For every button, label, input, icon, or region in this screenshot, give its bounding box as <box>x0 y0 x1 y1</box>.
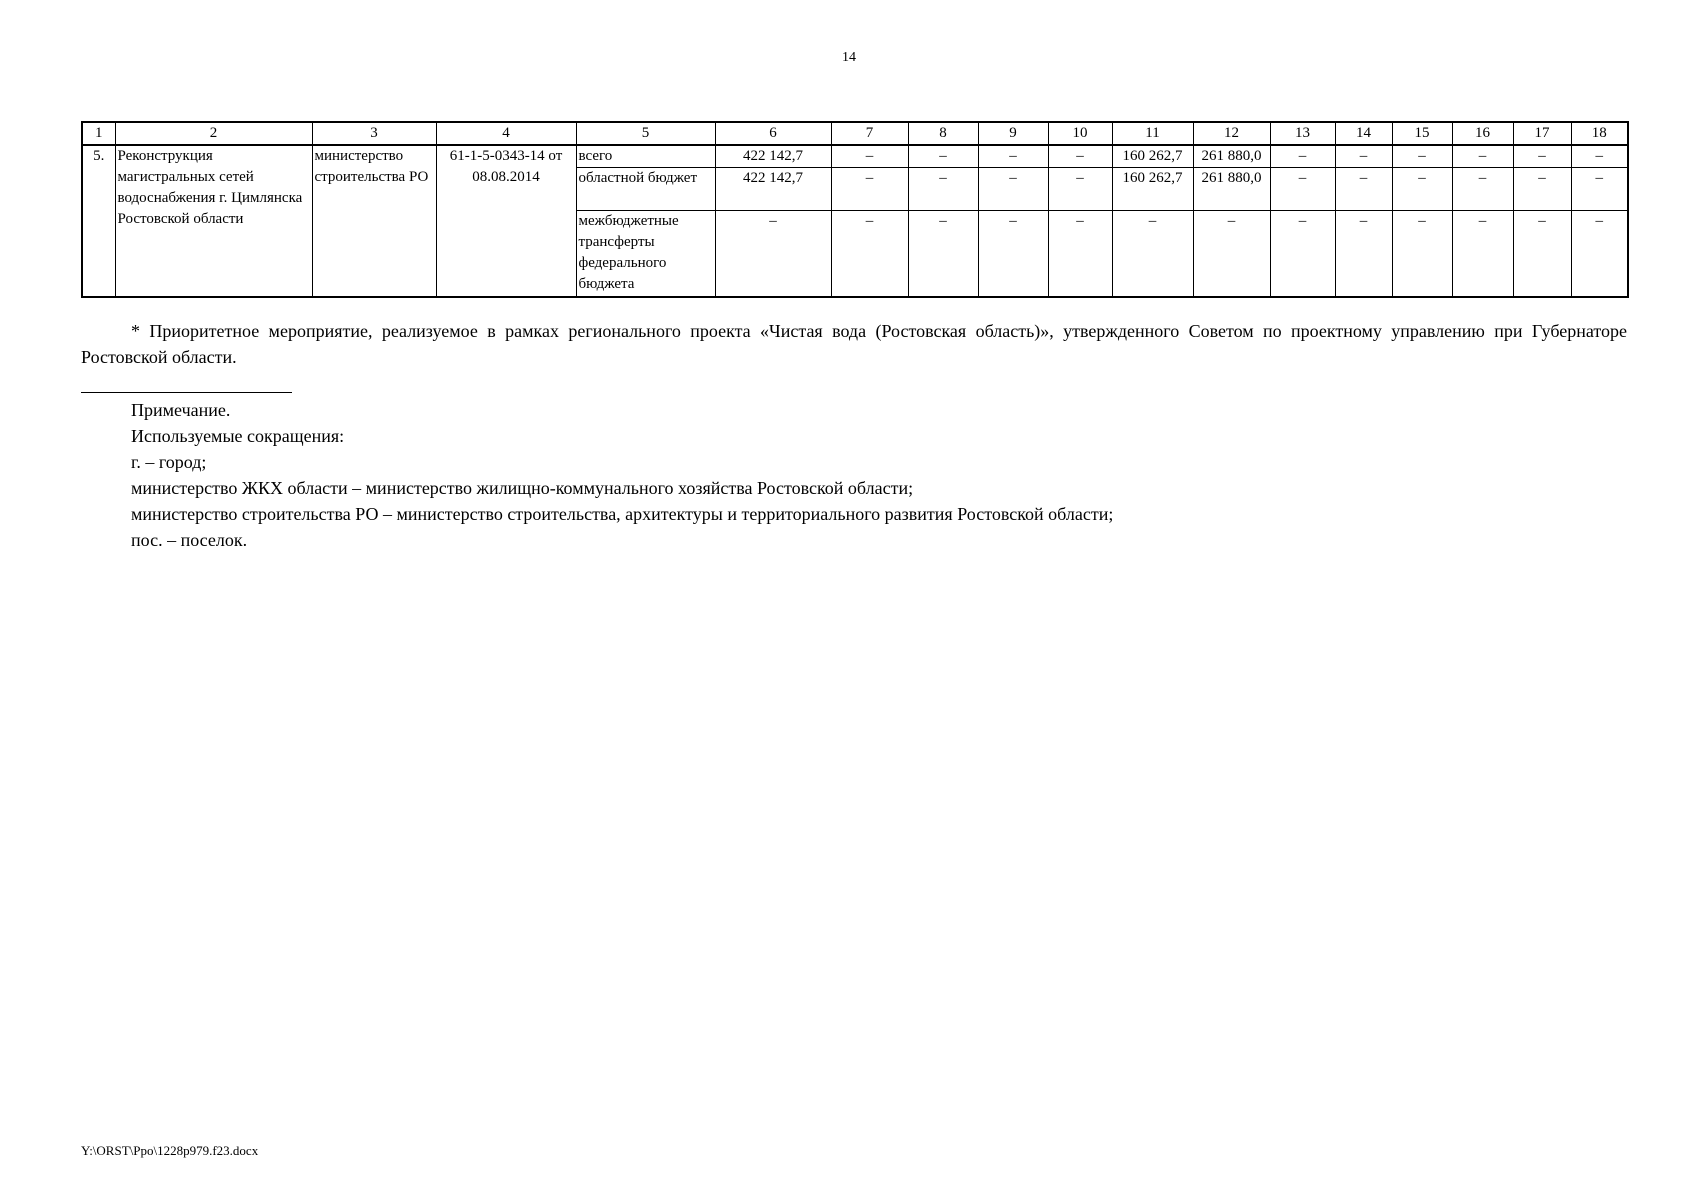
table-cell: – <box>1270 145 1335 168</box>
table-cell: – <box>1571 211 1628 297</box>
note-line: министерство строительства РО – министерство строительства, архитектуры и территориального развития Ростовской области; <box>131 504 1114 524</box>
table-cell: – <box>908 211 978 297</box>
column-header: 14 <box>1335 122 1392 145</box>
table-cell: – <box>1270 211 1335 297</box>
table-cell: – <box>1048 145 1112 168</box>
file-path: Y:\ORST\Ppo\1228p979.f23.docx <box>81 1143 259 1158</box>
table-cell: – <box>1335 145 1392 168</box>
table-cell: – <box>908 145 978 168</box>
column-header: 12 <box>1193 122 1270 145</box>
table-cell: – <box>1513 168 1571 211</box>
table-cell: 160 262,7 <box>1112 168 1193 211</box>
note-line: г. – город; <box>131 452 207 472</box>
page-number: 14 <box>842 50 856 65</box>
column-number-row <box>82 122 1628 145</box>
table-cell: – <box>1335 168 1392 211</box>
table-cell: – <box>1513 211 1571 297</box>
table-cell: – <box>1571 145 1628 168</box>
table-cell: 422 142,7 <box>715 168 831 211</box>
column-header: 8 <box>908 122 978 145</box>
table-cell: 160 262,7 <box>1112 145 1193 168</box>
table-container <box>81 121 1627 298</box>
table-cell: – <box>1112 211 1193 297</box>
column-header: 13 <box>1270 122 1335 145</box>
table-cell: – <box>1392 168 1452 211</box>
row-number: 5. <box>82 145 115 297</box>
table-row <box>82 145 1628 168</box>
note-line: пос. – поселок. <box>131 530 248 550</box>
column-header: 1 <box>82 122 115 145</box>
column-header: 10 <box>1048 122 1112 145</box>
measure-name: Реконструкция магистральных сетей водоснабжения г. Цимлянска Ростовской области <box>115 145 312 297</box>
funding-source: межбюджетные трансферты федерального бюджета <box>576 211 715 297</box>
table-cell: 422 142,7 <box>715 145 831 168</box>
table-cell: – <box>1048 168 1112 211</box>
funding-source: всего <box>576 145 715 168</box>
table-cell: – <box>1392 145 1452 168</box>
column-header: 17 <box>1513 122 1571 145</box>
table-cell: – <box>1513 145 1571 168</box>
column-header: 18 <box>1571 122 1628 145</box>
priority-footnote: * Приоритетное мероприятие, реализуемое в рамках регионального проекта «Чистая вода (Ростовская область)», утвержденного Советом по проектному управлению при Губернаторе Ростовской области. <box>81 321 1627 367</box>
table-cell: – <box>1452 145 1513 168</box>
column-header: 4 <box>436 122 576 145</box>
column-header: 7 <box>831 122 908 145</box>
table-cell: – <box>1270 168 1335 211</box>
table-cell: – <box>1452 168 1513 211</box>
table-cell: – <box>1452 211 1513 297</box>
table-cell: 261 880,0 <box>1193 168 1270 211</box>
table-cell: – <box>1335 211 1392 297</box>
table-cell: – <box>1048 211 1112 297</box>
financing-table <box>81 121 1629 298</box>
table-cell: – <box>1392 211 1452 297</box>
table-cell: 261 880,0 <box>1193 145 1270 168</box>
table-cell: – <box>978 145 1048 168</box>
notes-block <box>131 397 1113 553</box>
table-cell: – <box>831 145 908 168</box>
table-cell: – <box>831 168 908 211</box>
document-reference: 61-1-5-0343-14 от 08.08.2014 <box>436 145 576 297</box>
column-header: 9 <box>978 122 1048 145</box>
table-cell: – <box>1571 168 1628 211</box>
funding-source: областной бюджет <box>576 168 715 211</box>
note-line: Примечание. <box>131 400 231 420</box>
column-header: 15 <box>1392 122 1452 145</box>
executor: министерство строительства РО <box>312 145 436 297</box>
table-cell: – <box>908 168 978 211</box>
column-header: 16 <box>1452 122 1513 145</box>
table-cell: – <box>831 211 908 297</box>
column-header: 11 <box>1112 122 1193 145</box>
table-cell: – <box>978 168 1048 211</box>
column-header: 5 <box>576 122 715 145</box>
note-line: министерство ЖКХ области – министерство жилищно-коммунального хозяйства Ростовской области; <box>131 478 914 498</box>
column-header: 2 <box>115 122 312 145</box>
table-cell: – <box>1193 211 1270 297</box>
column-header: 6 <box>715 122 831 145</box>
footnote-divider <box>81 392 292 393</box>
note-line: Используемые сокращения: <box>131 426 345 446</box>
column-header: 3 <box>312 122 436 145</box>
table-cell: – <box>715 211 831 297</box>
table-cell: – <box>978 211 1048 297</box>
